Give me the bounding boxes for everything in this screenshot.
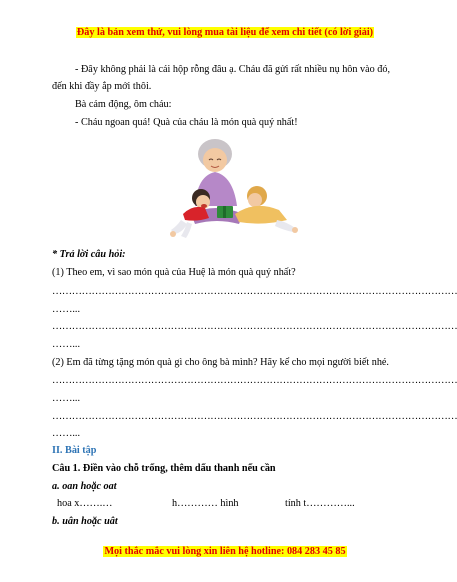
story-paragraph-1-line-1: - Đây không phải là cái hộp rỗng đâu ạ. Cháu đã gửi rất nhiều nụ hôn vào đó, xyxy=(75,64,391,75)
answer-2-line-1[interactable]: …………………………………………………………………………………………………………… xyxy=(52,375,457,386)
question-1: (1) Theo em, vì sao món quà của Huệ là món quà quý nhất? xyxy=(52,267,296,278)
answer-1-line-3[interactable]: …………………………………………………………………………………………………………… xyxy=(52,321,457,332)
preview-notice xyxy=(0,26,450,39)
answer-2-line-2[interactable]: ……... xyxy=(52,393,81,404)
question-2: (2) Em đã từng tặng món quà gì cho ông bà mình? Hãy kể cho mọi người biết nhé. xyxy=(52,357,389,368)
story-paragraph-1-line-2: đến khi đầy ắp mới thôi. xyxy=(52,81,152,92)
questions-heading: * Trả lời câu hỏi: xyxy=(52,249,126,260)
section-title-exercises: II. Bài tập xyxy=(52,445,97,456)
answer-2-line-4[interactable]: ……... xyxy=(52,428,81,439)
fill-blank-item-1[interactable]: hoa x…….… xyxy=(57,498,113,509)
answer-1-line-4[interactable]: ……... xyxy=(52,339,81,350)
exercise-1-part-a: a. oan hoặc oat xyxy=(52,481,117,492)
hotline-notice xyxy=(0,545,450,558)
story-paragraph-3: - Cháu ngoan quá! Quà của cháu là món quà quý nhất! xyxy=(75,117,298,128)
grandmother-face xyxy=(203,148,227,172)
answer-1-line-2[interactable]: ……... xyxy=(52,304,81,315)
hotline-notice-text: Mọi thắc mắc vui lòng xin liên hệ hotline: 084 283 45 85 xyxy=(104,546,346,557)
fill-blank-item-2[interactable]: h………… hình xyxy=(172,498,239,509)
grandmother-grandchildren-illustration xyxy=(165,136,300,244)
preview-notice-text: Đây là bản xem thử, vui lòng mua tài liệu để xem chi tiết (có lời giải) xyxy=(76,27,374,38)
story-paragraph-2: Bà cảm động, ôm cháu: xyxy=(75,99,172,110)
exercise-1-part-b: b. uân hoặc uât xyxy=(52,516,118,527)
girl-face xyxy=(248,193,262,207)
answer-2-line-3[interactable]: …………………………………………………………………………………………………………… xyxy=(52,411,457,422)
fill-blank-item-3[interactable]: tính t…………... xyxy=(285,498,355,509)
answer-1-line-1[interactable]: …………………………………………………………………………………………………………… xyxy=(52,286,457,297)
boy-shirt xyxy=(183,207,209,221)
exercise-1-title: Câu 1. Điền vào chỗ trống, thêm dấu thanh nếu cần xyxy=(52,463,276,474)
